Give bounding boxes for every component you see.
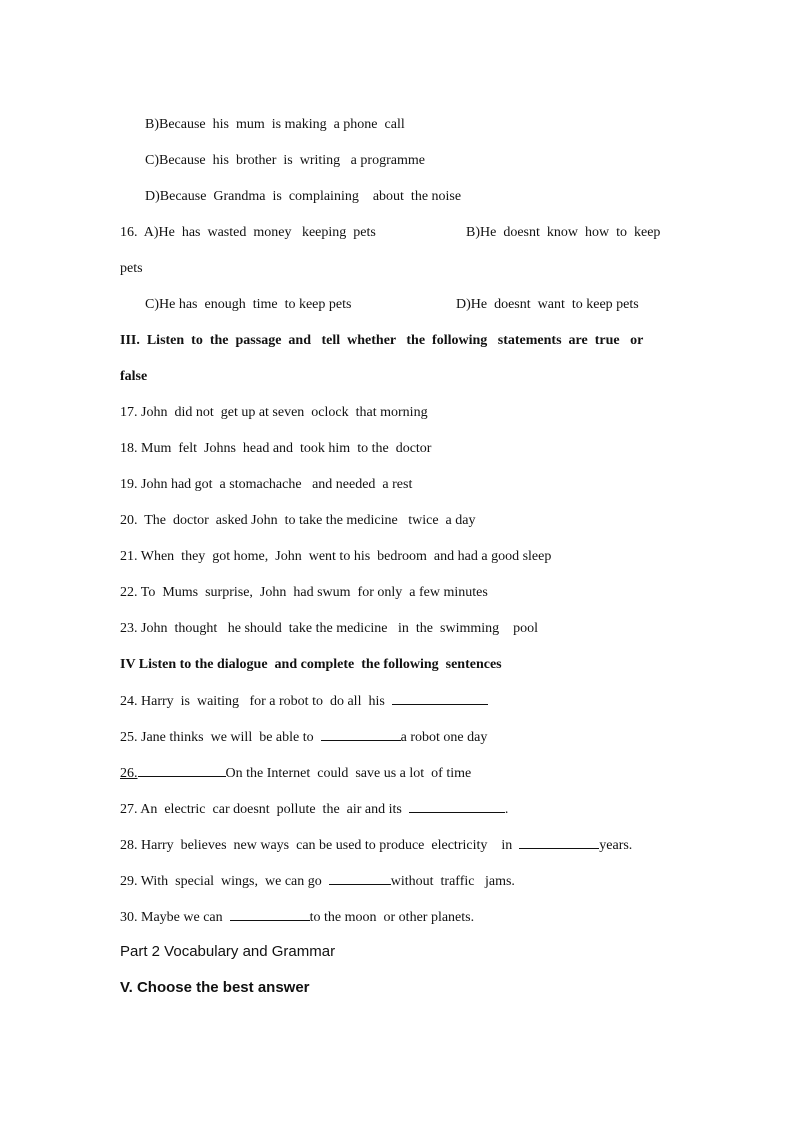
answer-blank-24[interactable] — [392, 692, 488, 705]
option-15b: B)Because his mum is making a phone call — [145, 117, 405, 132]
option-15c: C)Because his brother is writing a programme — [145, 153, 425, 168]
option-15d: D)Because Grandma is complaining about the noise — [145, 189, 462, 204]
option-16b-continued: pets — [120, 261, 143, 276]
sentence-25-text-b: a robot one day — [400, 730, 488, 745]
section-3-heading: III. Listen to the passage and tell whether the following statements are true or — [120, 333, 644, 348]
sentence-28-text-a: 28. Harry believes new ways can be used to produce electricity in — [120, 838, 513, 853]
section-4-heading: IV Listen to the dialogue and complete the following sentences — [120, 657, 502, 672]
sentence-30 — [120, 908, 474, 927]
statement-20: 20. The doctor asked John to take the medicine twice a day — [120, 513, 476, 528]
sentence-29-text-b: without traffic jams. — [390, 874, 515, 889]
answer-blank-28[interactable] — [519, 836, 599, 849]
answer-blank-30[interactable] — [230, 908, 310, 921]
statement-23: 23. John thought he should take the medicine in the swimming pool — [120, 621, 539, 636]
answer-blank-27[interactable] — [409, 800, 505, 813]
sentence-29-text-a: 29. With special wings, we can go — [120, 874, 322, 889]
option-16d: D)He doesnt want to keep pets — [456, 297, 639, 312]
sentence-28 — [120, 836, 632, 855]
option-16b: B)He doesnt know how to keep — [466, 225, 661, 240]
sentence-25 — [120, 728, 487, 747]
sentence-27-text-a: 27. An electric car doesnt pollute the air and its — [120, 802, 402, 817]
sentence-27-text-b: . — [504, 802, 509, 817]
sentence-26-text: On the Internet could save us a lot of time — [225, 766, 472, 781]
statement-22: 22. To Mums surprise, John had swum for only a few minutes — [120, 585, 488, 600]
sentence-30-text-b: to the moon or other planets. — [309, 910, 475, 925]
sentence-28-text-b: years. — [599, 838, 633, 853]
answer-blank-29[interactable] — [329, 872, 391, 885]
sentence-30-text-a: 30. Maybe we can — [120, 910, 223, 925]
statement-18: 18. Mum felt Johns head and took him to the doctor — [120, 441, 432, 456]
answer-blank-25[interactable] — [321, 728, 401, 741]
part-2-title: Part 2 Vocabulary and Grammar — [120, 943, 336, 960]
statement-19: 19. John had got a stomachache and needed a rest — [120, 477, 413, 492]
section-3-heading-continued: false — [120, 369, 148, 384]
sentence-29 — [120, 872, 515, 891]
statement-17: 17. John did not get up at seven oclock that morning — [120, 405, 428, 420]
section-5-heading: V. Choose the best answer — [120, 979, 310, 996]
statement-21: 21. When they got home, John went to his bedroom and had a good sleep — [120, 549, 552, 564]
sentence-26 — [120, 764, 471, 783]
sentence-25-text-a: 25. Jane thinks we will be able to — [120, 730, 314, 745]
sentence-26-number: 26. — [120, 766, 138, 781]
answer-blank-26[interactable] — [138, 764, 226, 777]
sentence-24-text: 24. Harry is waiting for a robot to do all his — [120, 694, 385, 709]
sentence-24 — [120, 692, 488, 711]
sentence-27 — [120, 800, 508, 819]
question-16-stem: 16. A)He has wasted money keeping pets — [120, 225, 376, 240]
option-16c: C)He has enough time to keep pets — [145, 297, 352, 312]
